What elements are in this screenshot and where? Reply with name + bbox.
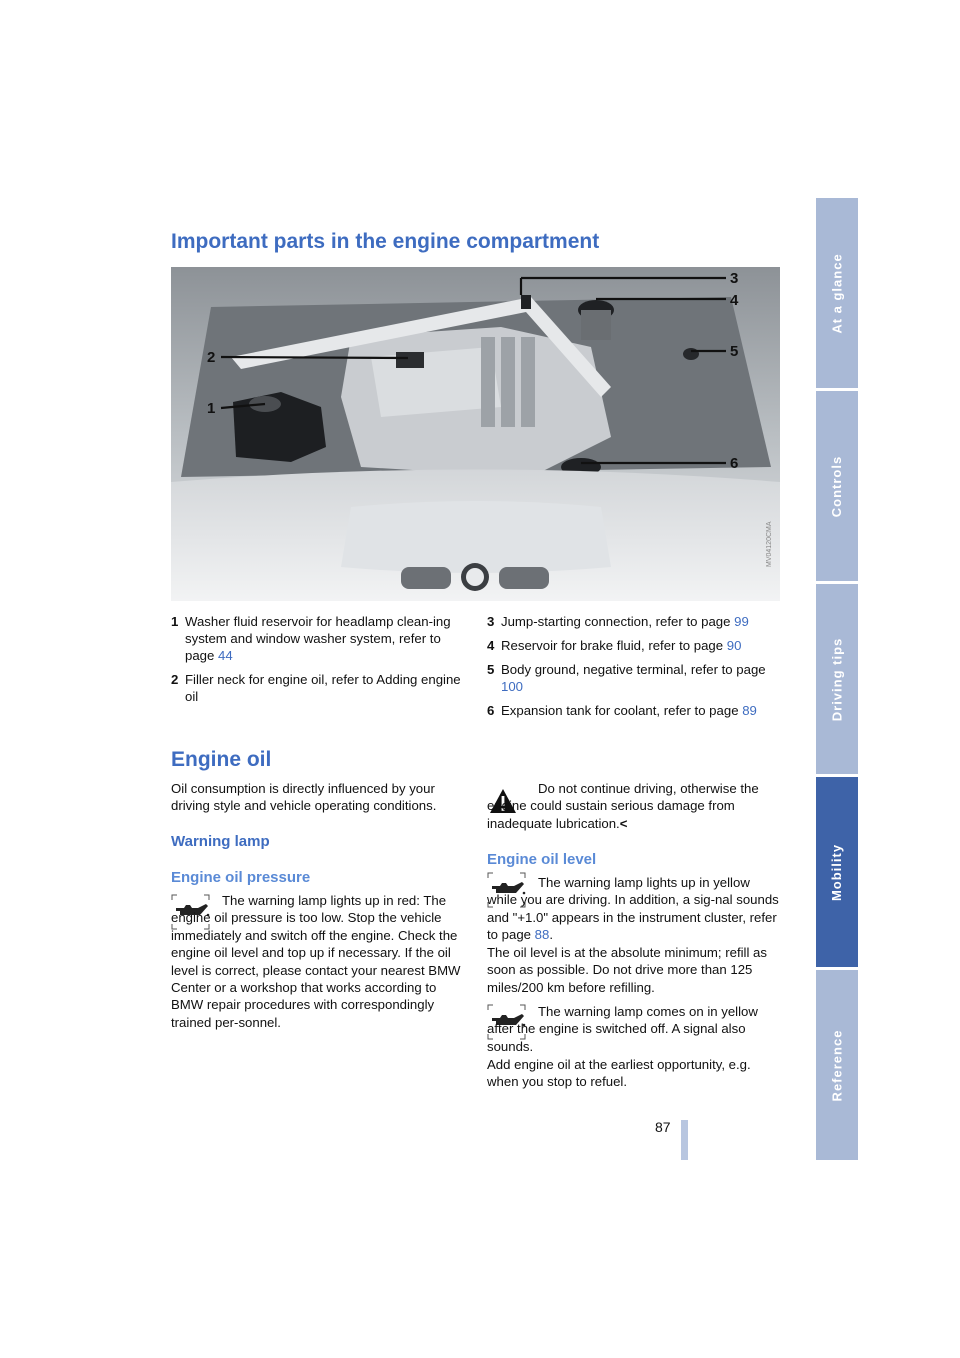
heading-engine-oil-level: Engine oil level (487, 851, 597, 868)
legend-left (171, 613, 461, 712)
caution-body: Do not continue driving, otherwise the engine could sustain serious damage from inadequate lubrication. (487, 781, 759, 831)
page-link-100[interactable]: 100 (501, 679, 524, 694)
legend-text: Body ground, negative terminal, refer to page (501, 662, 766, 677)
legend-item-1 (171, 613, 461, 664)
legend-num: 1 (171, 614, 179, 629)
photo-callout-1: 1 (207, 400, 216, 417)
oil-level-text-1b: . (549, 927, 554, 943)
engine-illustration (171, 267, 780, 601)
page-link-88[interactable]: 88 (534, 927, 550, 943)
caution-text (487, 780, 779, 832)
oil-level-text-2: The oil level is at the absolute minimum; refill as soon as possible. Do not drive more than 125 miles/200 km before refilling. (487, 945, 767, 995)
caution-end-mark: < (619, 815, 628, 831)
photo-callout-5: 5 (730, 343, 739, 360)
legend-text: Jump-starting connection, refer to page (501, 614, 735, 629)
tab-label: Controls (829, 455, 845, 517)
page-link-89[interactable]: 89 (742, 703, 757, 718)
legend-text: Reservoir for brake fluid, refer to page (501, 638, 727, 653)
legend-num: 4 (487, 638, 495, 653)
tab-driving-tips[interactable] (816, 584, 858, 774)
photo-callout-3: 3 (730, 270, 739, 287)
oil-level-text-1a: The warning lamp lights up in yellow while you are driving. In addition, a sig-nal sounds and "+1.0" appears in the instrument cluster, refer to page (487, 875, 779, 943)
tab-label: Reference (829, 1029, 845, 1101)
photo-callout-6: 6 (730, 455, 739, 472)
tab-label: Mobility (829, 843, 845, 901)
tab-reference[interactable] (816, 970, 858, 1160)
legend-item-5 (487, 661, 787, 695)
photo-code: MV04120CMA (766, 521, 773, 567)
chapter-tabs (816, 198, 858, 1160)
heading-warning-lamp: Warning lamp (171, 833, 270, 850)
legend-item-2 (171, 671, 461, 705)
engine-oil-intro: Oil consumption is directly influenced by your driving style and vehicle operating conditions. (171, 781, 437, 814)
page-number: 87 (655, 1119, 671, 1135)
engine-compartment-photo (171, 267, 780, 601)
tab-label: At a glance (829, 252, 845, 334)
legend-text: Washer fluid reservoir for headlamp clean-ing system and window washer system, refer to page (185, 614, 451, 663)
legend-text: Filler neck for engine oil, refer to Adding engine oil (185, 672, 461, 704)
page-link-44[interactable]: 44 (218, 648, 233, 663)
page-link-99[interactable]: 99 (734, 614, 749, 629)
tab-controls[interactable] (816, 391, 858, 581)
oil-pressure-text: The warning lamp lights up in red: The engine oil pressure is too low. Stop the vehicle immediately and switch off the engine. Check the engine oil level and top up if necessary. If the oil level is correct, please contact your nearest BMW Center or a workshop that works according to BMW repair procedures with correspondingly trained per-sonnel. (171, 893, 461, 1030)
legend-num: 3 (487, 614, 495, 629)
legend-item-4 (487, 637, 787, 654)
section-title-engine-oil: Engine oil (171, 748, 272, 771)
tab-at-a-glance[interactable] (816, 198, 858, 388)
heading-engine-oil-pressure: Engine oil pressure (171, 869, 311, 886)
oil-level-text-3: The warning lamp comes on in yellow after the engine is switched off. A signal also sounds. (487, 1004, 758, 1054)
section-title-engine-compartment: Important parts in the engine compartment (171, 230, 600, 253)
tab-mobility[interactable] (816, 777, 858, 967)
legend-item-3 (487, 613, 787, 630)
legend-item-6 (487, 702, 787, 719)
legend-num: 5 (487, 662, 495, 677)
legend-num: 6 (487, 703, 495, 718)
oil-level-text-1 (487, 874, 779, 944)
oil-level-text-4: Add engine oil at the earliest opportunity, e.g. when you stop to refuel. (487, 1057, 751, 1090)
page-number-bar (681, 1120, 688, 1160)
photo-callout-2: 2 (207, 349, 216, 366)
tab-label: Driving tips (829, 637, 845, 721)
legend-num: 2 (171, 672, 179, 687)
legend-text: Expansion tank for coolant, refer to page (501, 703, 743, 718)
photo-callout-4: 4 (730, 292, 739, 309)
legend-right (487, 613, 787, 726)
page-link-90[interactable]: 90 (726, 638, 742, 653)
